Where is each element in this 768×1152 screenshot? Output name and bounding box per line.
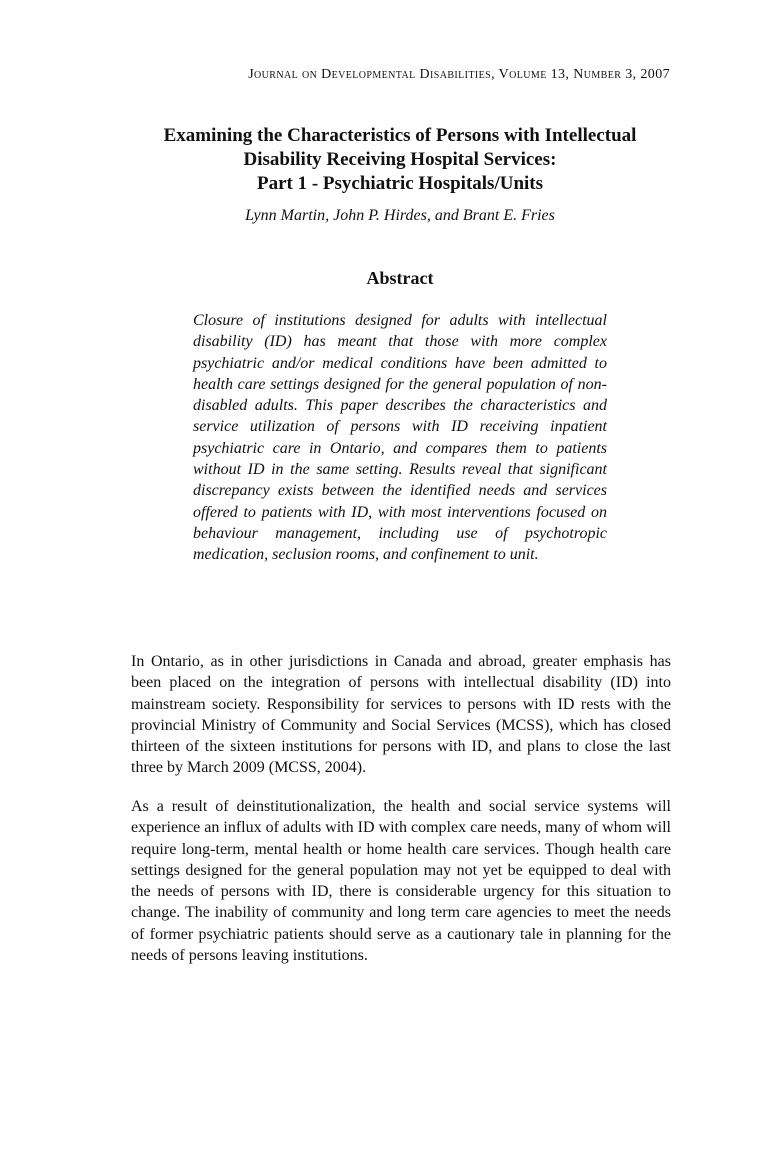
- body-paragraph-2: As a result of deinstitutionalization, the health and social service systems will experience an influx of adults with ID with complex care needs, many of whom will require long-term, mental health or home health care services. Though health care settings designed for the general population may not yet be equipped to deal with the needs of persons with ID, there is considerable urgency for this situation to change. The inability of community and long term care agencies to meet the needs of former psychiatric patients should serve as a cautionary tale in planning for the needs of persons leaving institutions.: [131, 798, 671, 965]
- title-line-1: Examining the Characteristics of Persons with Intellectual: [163, 125, 637, 146]
- abstract-heading: Abstract: [366, 268, 434, 288]
- author-list: Lynn Martin, John P. Hirdes, and Brant E. Fries: [245, 207, 555, 224]
- abstract-text: Closure of institutions designed for adults with intellectual disability (ID) has meant that those with more complex psychiatric and/or medical conditions have been admitted to health care settings designed for the general population of non-disabled adults. This paper describes the characteristics and service utilization of persons with ID receiving inpatient psychiatric care in Ontario, and compares them to patients without ID in the same setting. Results reveal that significant discrepancy exists between the identified needs and services offered to patients with ID, with most interventions focused on behaviour management, including use of psychotropic medication, seclusion rooms, and confinement to unit.: [193, 312, 607, 564]
- body-paragraph-1: In Ontario, as in other jurisdictions in Canada and abroad, greater emphasis has been placed on the integration of persons with intellectual disability (ID) into mainstream society. Responsibility for services to persons with ID rests with the provincial Ministry of Community and Social Services (MCSS), which has closed thirteen of the sixteen institutions for persons with ID, and plans to close the last three by March 2009 (MCSS, 2004).: [131, 653, 671, 777]
- title-line-2: Disability Receiving Hospital Services:: [243, 149, 557, 170]
- title-line-3: Part 1 - Psychiatric Hospitals/Units: [256, 173, 544, 194]
- running-header: Journal on Developmental Disabilities, Volume 13, Number 3, 2007: [248, 67, 670, 82]
- article-title: [120, 124, 680, 196]
